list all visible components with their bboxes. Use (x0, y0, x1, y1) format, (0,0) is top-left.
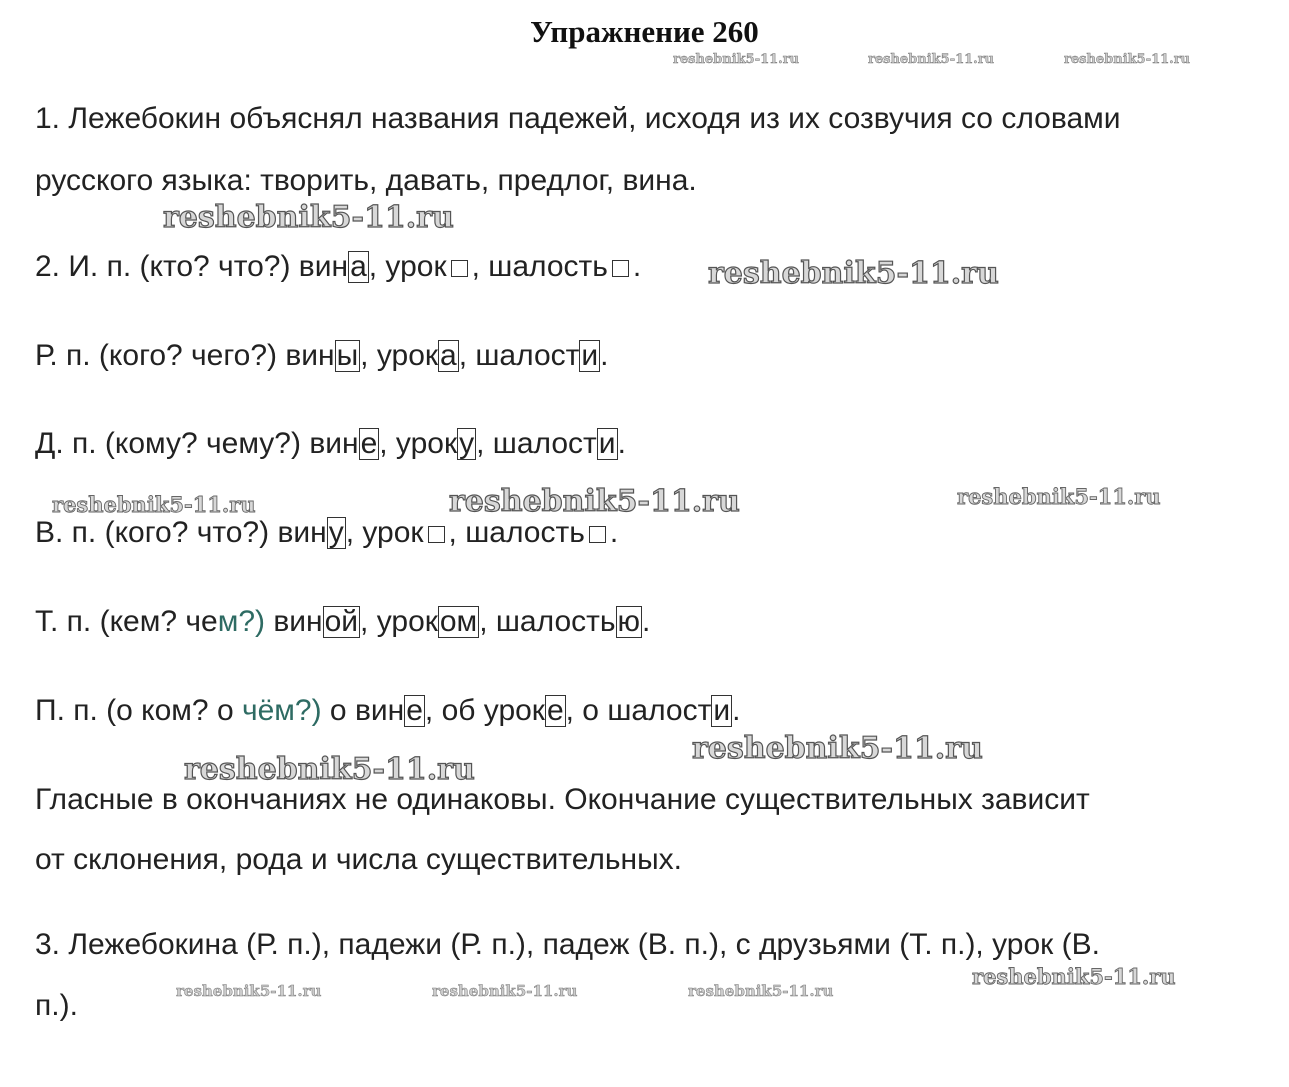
conclusion-line-1: Гласные в окончаниях не одинаковы. Окончание существительных зависит (35, 783, 1090, 816)
word-stem: , урок (379, 427, 458, 460)
paragraph-1-line-2: русского языка: творить, давать, предлог, вина. (35, 164, 697, 197)
case-question: Р. п. (кого? чего?) (35, 339, 286, 372)
word-stem: , о шалост (565, 694, 712, 727)
word-stem: , об урок (424, 694, 545, 727)
zero-ending-box (451, 260, 468, 277)
case-question-tail: м?) (217, 605, 274, 638)
paragraph-1-line-1: 1. Лежебокин объяснял названия падежей, исходя из их созвучия со словами (35, 102, 1121, 135)
punctuation: . (632, 250, 642, 283)
word-stem: вин (354, 694, 405, 727)
preposition: о (321, 694, 355, 727)
watermark: reshebnik5-11.ru (708, 256, 999, 291)
ending-box: и (713, 694, 731, 727)
ending-box: а (350, 250, 367, 283)
word-stem: , шалость (471, 250, 608, 283)
conclusion-line-2: от склонения, рода и числа существительных. (35, 843, 682, 876)
case-genitive-row (35, 338, 609, 374)
zero-ending-box (428, 526, 445, 543)
ending-box: ю (617, 605, 641, 638)
punctuation: . (600, 339, 609, 372)
ending-box: и (581, 339, 599, 372)
ending-box: а (440, 339, 457, 372)
watermark: reshebnik5-11.ru (868, 52, 995, 67)
word-stem: вин (277, 516, 327, 549)
case-nominative-row (35, 249, 641, 285)
watermark: reshebnik5-11.ru (1064, 52, 1191, 67)
word-stem: вин (273, 605, 323, 638)
word-stem: вин (285, 339, 335, 372)
word-stem: , урок (345, 516, 424, 549)
ending-box: ой (324, 605, 359, 638)
paragraph-3-line-2: п.). (35, 989, 78, 1022)
word-stem: , шалост (458, 339, 580, 372)
watermark: reshebnik5-11.ru (184, 752, 475, 787)
paragraph-3-line-1: 3. Лежебокина (Р. п.), падежи (Р. п.), падеж (В. п.), с друзьями (Т. п.), урок (В. (35, 928, 1100, 961)
ending-box: ы (336, 339, 359, 372)
word-stem: , шалост (476, 427, 597, 460)
case-instrumental-row (35, 604, 650, 640)
ending-box: и (598, 427, 616, 460)
case-prepositional-row (35, 693, 740, 729)
punctuation: . (609, 516, 619, 549)
ending-box: ом (439, 605, 478, 638)
case-question-tail: чём?) (241, 694, 322, 727)
ending-box: у (459, 427, 475, 460)
word-stem: вин (309, 427, 359, 460)
punctuation: . (642, 605, 651, 638)
watermark: reshebnik5-11.ru (673, 52, 800, 67)
case-question: В. п. (кого? что?) (35, 516, 278, 549)
case-accusative-row (35, 515, 618, 551)
watermark: reshebnik5-11.ru (176, 982, 322, 1000)
watermark: reshebnik5-11.ru (957, 484, 1161, 509)
watermark: reshebnik5-11.ru (972, 964, 1176, 989)
case-question: П. п. (о ком? о (35, 694, 242, 727)
ending-box: е (360, 427, 378, 460)
zero-ending-box (589, 526, 606, 543)
watermark: reshebnik5-11.ru (432, 982, 578, 1000)
zero-ending-box (612, 260, 629, 277)
word-stem: вин (298, 250, 349, 283)
watermark: reshebnik5-11.ru (52, 492, 256, 517)
punctuation: . (617, 427, 626, 460)
word-stem: , урок (368, 250, 447, 283)
ending-box: у (328, 516, 344, 549)
ending-box: е (406, 694, 423, 727)
watermark: reshebnik5-11.ru (688, 982, 834, 1000)
case-question: Т. п. (кем? че (35, 605, 218, 638)
case-question: Д. п. (кому? чему?) (35, 427, 310, 460)
page-title: Упражнение 260 (530, 14, 759, 49)
word-stem: , урок (360, 339, 438, 372)
word-stem: , шалость (479, 605, 616, 638)
watermark: reshebnik5-11.ru (692, 731, 983, 766)
case-question: 2. И. п. (кто? что?) (35, 250, 299, 283)
word-stem: , шалость (448, 516, 585, 549)
watermark: reshebnik5-11.ru (163, 200, 454, 235)
watermark: reshebnik5-11.ru (449, 484, 740, 519)
ending-box: е (546, 694, 564, 727)
punctuation: . (732, 694, 741, 727)
word-stem: , урок (360, 605, 438, 638)
case-dative-row (35, 426, 626, 462)
